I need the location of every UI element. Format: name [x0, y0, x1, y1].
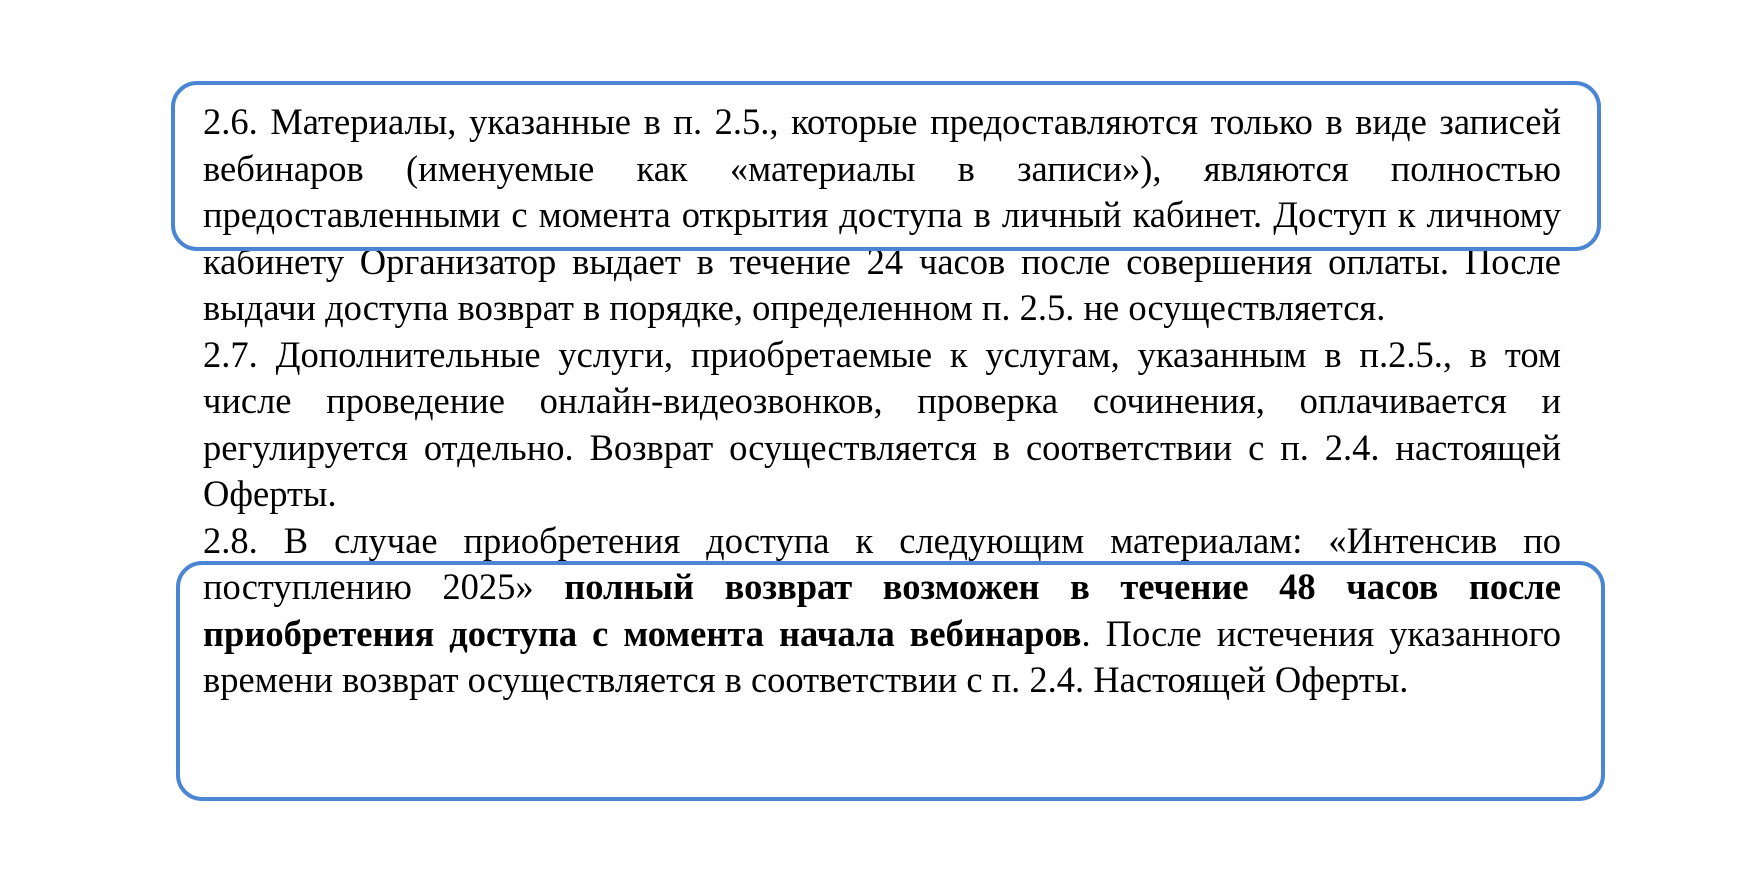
clause-2-8-bold-text: полный возврат возможен в течение 48 часов после приобретения доступа с момента начала вебинаров: [203, 566, 1561, 654]
clause-2-6-continuation: Доступ к личному кабинету Организатор выдает в течение 24 часов после совершения оплаты. После выдачи доступа возврат в порядке, определенном п. 2.5. не осуществляется.: [203, 194, 1561, 328]
clause-2-7: 2.7. Дополнительные услуги, приобретаемые к услугам, указанным в п.2.5., в том числе проведение онлайн-видеозвонков, проверка сочинения, оплачивается и регулируется отдельно. Возврат осуществляется в соответствии с п. 2.4. настоящей Оферты.: [203, 333, 1561, 514]
offer-document: [203, 99, 1561, 704]
clause-2-6-text: 2.6. Материалы, указанные в п. 2.5., которые предоставляются только в виде записей вебинаров (именуемые как «материалы в записи»), являются полностью предоставленными с момента открытия доступа в личный кабинет.: [203, 101, 1561, 235]
clause-2-8-text-before: 2.8. В случае приобретения доступа к следующим материалам: «Интенсив по поступлению 2025»: [203, 519, 1561, 607]
clause-2-8-text-after: . После истечения указанного времени возврат осуществляется в соответствии с п. 2.4. Настоящей Оферты.: [203, 612, 1561, 700]
clause-2-8: [203, 518, 1561, 704]
clause-2-6: [203, 99, 1561, 332]
